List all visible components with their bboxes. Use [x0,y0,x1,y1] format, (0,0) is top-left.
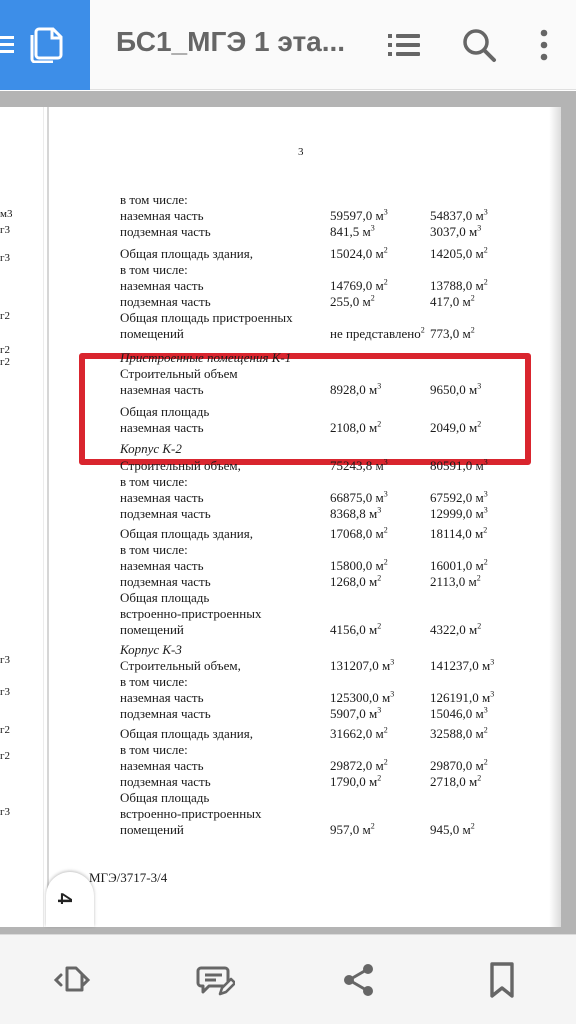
row-label: Строительный объем [120,366,238,381]
more-vert-icon[interactable] [524,25,564,65]
unit-exponent: 2 [483,725,488,735]
row-label: Строительный объем, [120,658,241,673]
unit-exponent: 2 [483,757,488,767]
unit-exponent: 3 [390,689,395,699]
value-design: 2718,0 $м^2$ [430,773,482,789]
pages-icon[interactable] [30,27,64,63]
value-design: 13788,0 $м^2$ [430,277,488,293]
value-design: 945,0 $м^2$ [430,821,475,837]
value-design: 3037,0 $м^3$ [430,223,482,239]
row-label: подземная часть [120,506,211,521]
unit-exponent: 2 [483,557,488,567]
row-label: Общая площадь пристроенных [120,310,293,325]
unit-exponent: 2 [483,277,488,287]
clipped-column-fragment: г3 [0,654,11,666]
value-design: 773,0 $м^2$ [430,325,475,341]
unit-exponent: 2 [383,525,388,535]
clipped-column-fragment: г3 [0,806,11,818]
unit-exponent: 2 [483,245,488,255]
value-normative: 8368,8 $м^3$ [330,505,382,521]
value-design: 54837,0 $м^3$ [430,207,488,223]
value-design: 12999,0 $м^3$ [430,505,488,521]
value-design: 67592,0 $м^3$ [430,489,488,505]
unit-exponent: 2 [470,293,475,303]
unit-exponent: 2 [383,245,388,255]
unit-exponent: 2 [383,557,388,567]
value-design: 2049,0 $м^2$ [430,419,482,435]
comment-icon[interactable] [195,960,235,1000]
page-indicator-tab[interactable] [46,872,94,927]
row-label: подземная часть [120,224,211,239]
row-label: подземная часть [120,294,211,309]
row-label: помещений [120,326,184,341]
unit-exponent: 3 [390,657,395,667]
page-edge-shadow [549,107,561,927]
value-normative: 1790,0 $м^2$ [330,773,382,789]
row-label: встроенно-пристроенных [120,606,262,621]
row-label: в том числе: [120,742,188,757]
bookmark-icon[interactable] [482,960,522,1000]
value-normative: 255,0 $м^2$ [330,293,375,309]
unit-exponent: 2 [470,821,475,831]
clipped-column-fragment: г2 [0,310,11,322]
value-normative: 131207,0 $м^3$ [330,657,395,673]
unit-exponent: 3 [483,705,488,715]
unit-exponent: 2 [370,821,375,831]
unit-exponent: 3 [483,505,488,515]
unit-exponent: 3 [490,689,495,699]
value-normative: 5907,0 $м^3$ [330,705,382,721]
value-design: 32588,0 $м^2$ [430,725,488,741]
value-normative: 66875,0 $м^3$ [330,489,388,505]
unit-exponent: 3 [483,207,488,217]
value-normative: 14769,0 $м^2$ [330,277,388,293]
value-normative: 957,0 $м^2$ [330,821,375,837]
row-label: помещений [120,822,184,837]
row-label: наземная часть [120,690,204,705]
unit-exponent: 2 [477,773,482,783]
value-normative: 15800,0 $м^2$ [330,557,388,573]
unit-exponent: 3 [483,457,488,467]
value-design: 417,0 $м^2$ [430,293,475,309]
row-label: наземная часть [120,558,204,573]
unit-exponent: 3 [483,489,488,499]
value-design: 4322,0 $м^2$ [430,621,482,637]
page-fold-line [43,107,44,927]
clipped-column-fragment: м3 [0,208,13,220]
row-label: наземная часть [120,382,204,397]
unit-exponent: 3 [383,457,388,467]
clipped-column-fragment: г2 [0,724,11,736]
row-label: наземная часть [120,490,204,505]
unit-exponent: 2 [377,773,382,783]
value-design: 14205,0 $м^2$ [430,245,488,261]
unit-exponent: 3 [490,657,495,667]
value-design: 18114,0 $м^2$ [430,525,488,541]
row-label: в том числе: [120,474,188,489]
row-label: подземная часть [120,774,211,789]
unit-exponent: 2 [377,573,382,583]
unit-exponent: 3 [383,207,388,217]
row-label: Общая площадь [120,404,210,419]
unit-exponent: 2 [377,621,382,631]
unit-exponent: 2 [383,725,388,735]
value-design: 29870,0 $м^2$ [430,757,488,773]
clipped-column-fragment: г3 [0,224,11,236]
row-label: в том числе: [120,674,188,689]
clipped-column-fragment: г2 [0,344,11,356]
section-heading: Корпус К-3 [120,642,182,657]
document-title: БС1_МГЭ 1 эта... [116,26,346,57]
page-margin-line [47,107,49,927]
row-label: наземная часть [120,420,204,435]
unit-exponent: 2 [470,325,475,335]
value-normative: 59597,0 $м^3$ [330,207,388,223]
row-label: в том числе: [120,262,188,277]
bottom-toolbar [0,934,576,1024]
unit-exponent: 2 [370,293,375,303]
document-page[interactable] [0,107,561,927]
drawer-toggle[interactable] [0,0,90,90]
clipped-column-fragment: г2 [0,356,11,368]
unit-exponent: 3 [477,223,482,233]
unit-exponent: 2 [420,325,425,335]
page-navigation-icon[interactable] [52,960,92,1000]
row-label: Общая площадь [120,790,210,805]
clipped-column-fragment: г3 [0,252,11,264]
page-indicator: 4 [53,892,76,905]
value-normative: 75243,8 $м^3$ [330,457,388,473]
row-label: подземная часть [120,574,211,589]
value-design: 126191,0 $м^3$ [430,689,495,705]
value-normative: не представлено$^2$ [330,325,425,341]
section-heading: Пристроенные помещения К-1 [120,350,292,365]
unit-exponent: 2 [477,621,482,631]
unit-exponent: 3 [377,505,382,515]
unit-exponent: 3 [383,489,388,499]
clipped-column-fragment: г3 [0,686,11,698]
unit-exponent: 2 [476,573,481,583]
row-label: встроенно-пристроенных [120,806,262,821]
unit-exponent: 2 [377,419,382,429]
unit-exponent: 2 [483,525,488,535]
value-normative: 17068,0 $м^2$ [330,525,388,541]
row-label: помещений [120,622,184,637]
value-normative: 31662,0 $м^2$ [330,725,388,741]
row-label: Строительный объем, [120,458,241,473]
row-label: в том числе: [120,192,188,207]
row-label: Общая площадь здания, [120,526,253,541]
share-icon[interactable] [339,960,379,1000]
value-design: 9650,0 $м^3$ [430,381,482,397]
section-heading: Корпус К-2 [120,441,182,456]
row-label: Общая площадь [120,590,210,605]
row-label: в том числе: [120,542,188,557]
row-label: наземная часть [120,208,204,223]
value-normative: 1268,0 $м^2$ [330,573,382,589]
list-icon[interactable] [384,25,424,65]
unit-exponent: 2 [383,757,388,767]
page-number: 3 [298,146,304,158]
footer-code: МГЭ/3717-3/4 [89,870,168,885]
row-label: Общая площадь здания, [120,246,253,261]
row-label: наземная часть [120,278,204,293]
unit-exponent: 3 [477,381,482,391]
value-normative: 125300,0 $м^3$ [330,689,395,705]
row-label: наземная часть [120,758,204,773]
value-normative: 841,5 $м^3$ [330,223,375,239]
value-design: 141237,0 $м^3$ [430,657,495,673]
value-normative: 8928,0 $м^3$ [330,381,382,397]
unit-exponent: 3 [370,223,375,233]
top-app-bar [0,0,576,90]
value-design: 2113,0 $м^2$ [430,573,481,589]
menu-icon[interactable] [0,36,14,54]
value-design: 16001,0 $м^2$ [430,557,488,573]
value-normative: 2108,0 $м^2$ [330,419,382,435]
value-design: 80591,0 $м^3$ [430,457,488,473]
value-design: 15046,0 $м^3$ [430,705,488,721]
row-label: Общая площадь здания, [120,726,253,741]
unit-exponent: 2 [383,277,388,287]
unit-exponent: 3 [377,705,382,715]
search-icon[interactable] [459,25,499,65]
value-normative: 29872,0 $м^2$ [330,757,388,773]
unit-exponent: 3 [377,381,382,391]
clipped-column-fragment: г2 [0,750,11,762]
row-label: подземная часть [120,706,211,721]
unit-exponent: 2 [477,419,482,429]
value-normative: 4156,0 $м^2$ [330,621,382,637]
value-normative: 15024,0 $м^2$ [330,245,388,261]
document-viewer[interactable] [0,91,576,934]
